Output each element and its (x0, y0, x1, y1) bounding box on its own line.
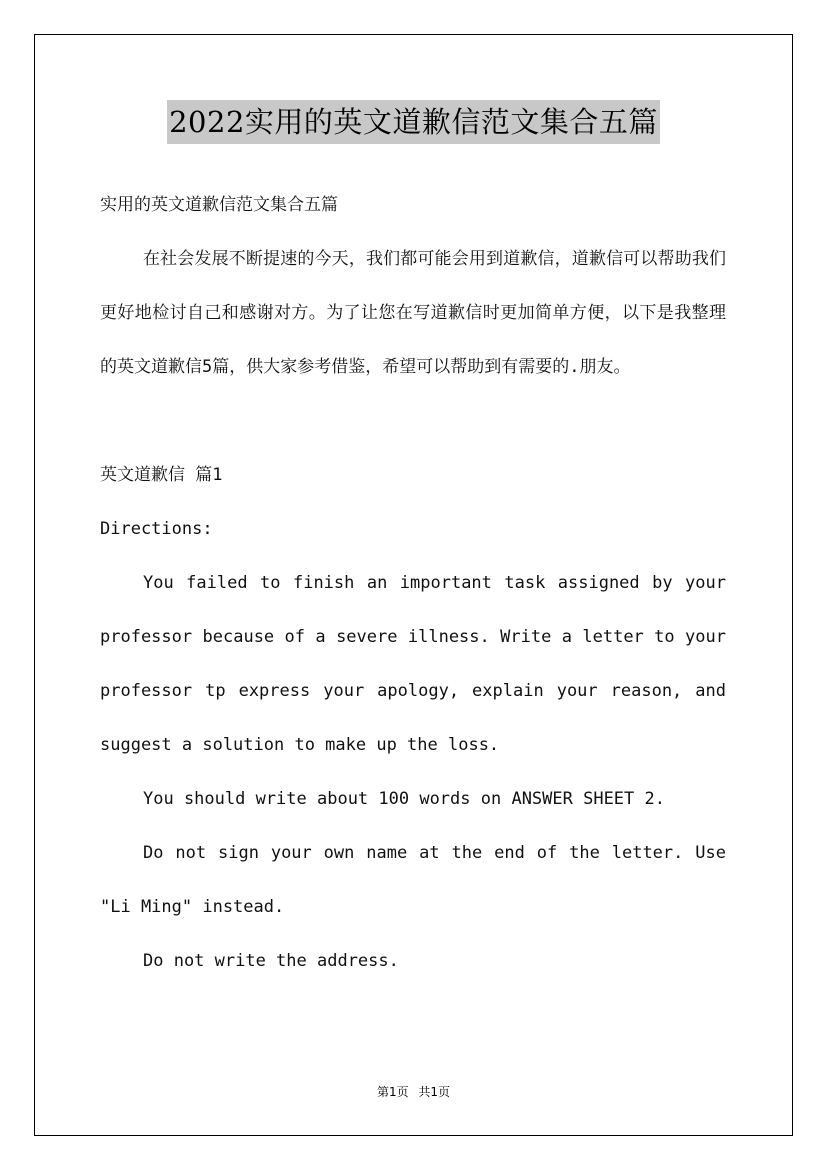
section-heading: 英文道歉信 篇1 (100, 465, 223, 485)
document-body (100, 178, 726, 988)
directions-paragraph-3: Do not sign your own name at the end of the letter. Use "Li Ming" instead. (100, 843, 726, 917)
title-container (0, 100, 827, 144)
paragraph-gap (100, 394, 726, 448)
directions-paragraph-1: You failed to finish an important task assigned by your professor because of a severe illness. Write a letter to your professor tp express your apology, explain your reason, and suggest a solution to make up the loss. (100, 573, 726, 755)
intro-paragraph: 在社会发展不断提速的今天，我们都可能会用到道歉信，道歉信可以帮助我们更好地检讨自己和感谢对方。为了让您在写道歉信时更加简单方便，以下是我整理的英文道歉信5篇，供大家参考借鉴，希望可以帮助到有需要的.朋友。 (100, 249, 726, 377)
document-title: 2022实用的英文道歉信范文集合五篇 (167, 100, 660, 144)
directions-label: Directions: (100, 519, 213, 539)
directions-paragraph-2: You should write about 100 words on ANSWER SHEET 2. (143, 789, 665, 809)
document-subtitle: 实用的英文道歉信范文集合五篇 (100, 195, 338, 215)
directions-paragraph-4: Do not write the address. (143, 951, 399, 971)
page-footer: 第1页 共1页 (376, 1085, 451, 1099)
